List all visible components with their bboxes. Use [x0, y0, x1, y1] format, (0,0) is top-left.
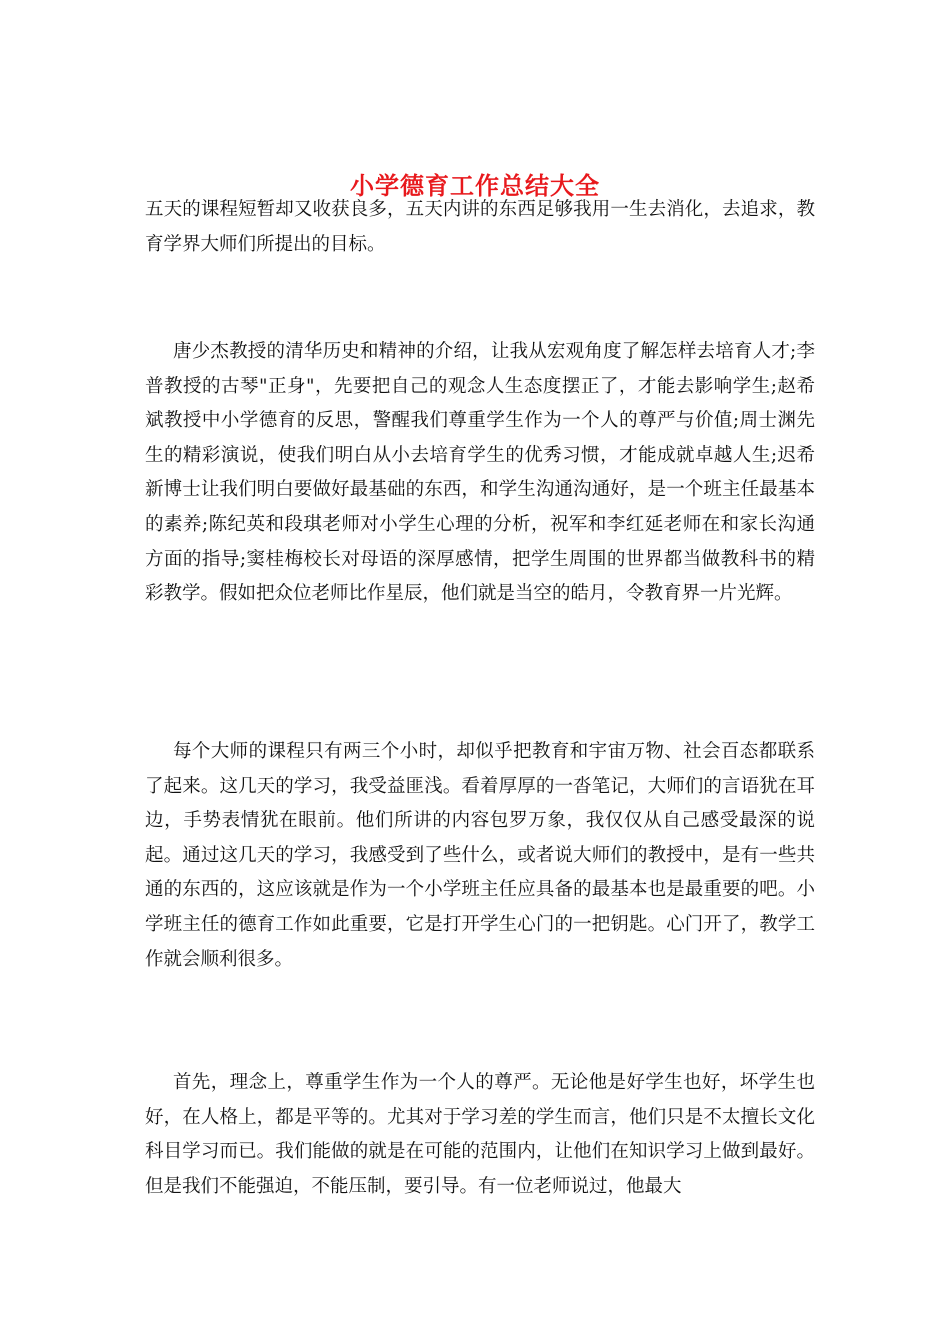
paragraph-intro: 五天的课程短暂却又收获良多，五天内讲的东西足够我用一生去消化，去追求，教育学界大师们所提出的目标。	[145, 199, 815, 255]
paragraph-respect-students: 首先，理念上，尊重学生作为一个人的尊严。无论他是好学生也好，坏学生也好，在人格上，都是平等的。尤其对于学习差的学生而言，他们只是不太擅长文化科目学习而已。我们能做的就是在可能的范围内，让他们在知识学习上做到最好。但是我们不能强迫，不能压制，要引导。有一位老师说过，他最大	[145, 1072, 815, 1197]
paragraph-professors: 唐少杰教授的清华历史和精神的介绍，让我从宏观角度了解怎样去培育人才;李普教授的古琴"正身"，先要把自己的观念人生态度摆正了，才能去影响学生;赵希斌教授中小学德育的反思，警醒我们尊重学生作为一个人的尊严与价值;周士渊先生的精彩演说，使我们明白从小去培育学生的优秀习惯，才能成就卓越人生;迟希新博士让我们明白要做好最基础的东西，和学生沟通沟通好，是一个班主任最基本的素养;陈纪英和段琪老师对小学生心理的分析，祝军和李红延老师在和家长沟通方面的指导;窦桂梅校长对母语的深厚感情，把学生周围的世界都当做教科书的精彩教学。假如把众位老师比作星辰，他们就是当空的皓月，令教育界一片光辉。	[145, 341, 815, 605]
document-title: 小学德育工作总结大全	[350, 171, 600, 201]
paragraph-masters-courses: 每个大师的课程只有两三个小时，却似乎把教育和宇宙万物、社会百态都联系了起来。这几天的学习，我受益匪浅。看着厚厚的一沓笔记，大师们的言语犹在耳边，手势表情犹在眼前。他们所讲的内容包罗万象，我仅仅从自己感受最深的说起。通过这几天的学习，我感受到了些什么，或者说大师们的教授中，是有一些共通的东西的，这应该就是作为一个小学班主任应具备的最基本也是最重要的吧。小学班主任的德育工作如此重要，它是打开学生心门的一把钥匙。心门开了，教学工作就会顺利很多。	[145, 741, 815, 970]
